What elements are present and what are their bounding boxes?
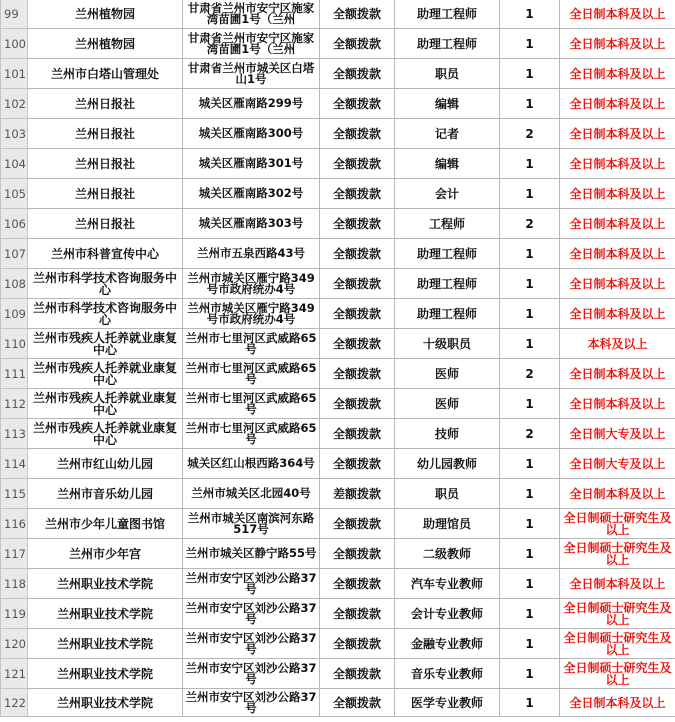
table-row	[1, 269, 675, 299]
funding-cell[interactable]: 全额拨款	[320, 509, 395, 539]
requirement-cell[interactable]: 全日制本科及以上	[560, 0, 675, 29]
unit-cell[interactable]: 兰州日报社	[28, 119, 183, 149]
unit-cell[interactable]: 兰州植物园	[28, 0, 183, 29]
position-cell[interactable]: 职员	[395, 59, 500, 89]
position-cell[interactable]: 记者	[395, 119, 500, 149]
position-cell[interactable]: 编辑	[395, 89, 500, 119]
row-number[interactable]: 104	[1, 149, 28, 179]
funding-cell[interactable]: 全额拨款	[320, 299, 395, 329]
table-row	[1, 419, 675, 449]
count-cell[interactable]: 2	[500, 119, 560, 149]
count-cell[interactable]: 1	[500, 629, 560, 659]
row-number[interactable]: 117	[1, 539, 28, 569]
count-cell[interactable]: 1	[500, 509, 560, 539]
position-cell[interactable]: 助理工程师	[395, 0, 500, 29]
table-row	[1, 359, 675, 389]
count-cell[interactable]: 1	[500, 569, 560, 599]
row-number[interactable]: 122	[1, 689, 28, 717]
unit-cell[interactable]: 兰州职业技术学院	[28, 569, 183, 599]
unit-cell[interactable]: 兰州市少年宫	[28, 539, 183, 569]
row-number[interactable]: 108	[1, 269, 28, 299]
row-number[interactable]: 111	[1, 359, 28, 389]
funding-cell[interactable]: 全额拨款	[320, 0, 395, 29]
row-number[interactable]: 107	[1, 239, 28, 269]
funding-cell[interactable]: 全额拨款	[320, 89, 395, 119]
address-cell[interactable]: 城关区红山根西路364号	[183, 449, 320, 479]
row-number[interactable]: 112	[1, 389, 28, 419]
table-row	[1, 59, 675, 89]
address-cell[interactable]: 兰州市城关区静宁路55号	[183, 539, 320, 569]
table-row	[1, 479, 675, 509]
funding-cell[interactable]: 全额拨款	[320, 329, 395, 359]
table-row	[1, 569, 675, 599]
requirement-cell[interactable]: 全日制本科及以上	[560, 299, 675, 329]
position-cell[interactable]: 工程师	[395, 209, 500, 239]
funding-cell[interactable]: 全额拨款	[320, 209, 395, 239]
funding-cell[interactable]: 全额拨款	[320, 149, 395, 179]
funding-cell[interactable]: 全额拨款	[320, 599, 395, 629]
position-cell[interactable]: 助理工程师	[395, 239, 500, 269]
table-row	[1, 689, 675, 717]
funding-cell[interactable]: 全额拨款	[320, 119, 395, 149]
position-cell[interactable]: 助理工程师	[395, 29, 500, 59]
unit-cell[interactable]: 兰州日报社	[28, 89, 183, 119]
position-cell[interactable]: 助理工程师	[395, 269, 500, 299]
funding-cell[interactable]: 全额拨款	[320, 659, 395, 689]
count-cell[interactable]: 1	[500, 59, 560, 89]
unit-cell[interactable]: 兰州市红山幼儿园	[28, 449, 183, 479]
position-cell[interactable]: 十级职员	[395, 329, 500, 359]
address-cell[interactable]: 兰州市城关区雁宁路349号市政府统办4号	[183, 269, 320, 299]
count-cell[interactable]: 1	[500, 479, 560, 509]
row-number[interactable]: 119	[1, 599, 28, 629]
position-cell[interactable]: 助理工程师	[395, 299, 500, 329]
funding-cell[interactable]: 差额拨款	[320, 479, 395, 509]
table-row	[1, 119, 675, 149]
requirement-cell[interactable]: 全日制硕士研究生及以上	[560, 539, 675, 569]
position-cell[interactable]: 幼儿园教师	[395, 449, 500, 479]
row-number[interactable]: 109	[1, 299, 28, 329]
funding-cell[interactable]: 全额拨款	[320, 569, 395, 599]
requirement-cell[interactable]: 全日制本科及以上	[560, 239, 675, 269]
table-row	[1, 179, 675, 209]
row-number[interactable]: 110	[1, 329, 28, 359]
address-cell[interactable]: 兰州市安宁区刘沙公路37号	[183, 569, 320, 599]
position-cell[interactable]: 医学专业教师	[395, 689, 500, 717]
table-row	[1, 89, 675, 119]
count-cell[interactable]: 1	[500, 0, 560, 29]
requirement-cell[interactable]: 全日制本科及以上	[560, 689, 675, 717]
row-number[interactable]: 100	[1, 29, 28, 59]
row-number[interactable]: 106	[1, 209, 28, 239]
row-number[interactable]: 99	[1, 0, 28, 29]
requirement-cell[interactable]: 全日制大专及以上	[560, 449, 675, 479]
unit-cell[interactable]: 兰州市残疾人托养就业康复中心	[28, 419, 183, 449]
position-cell[interactable]: 会计专业教师	[395, 599, 500, 629]
count-cell[interactable]: 1	[500, 329, 560, 359]
requirement-cell[interactable]: 全日制本科及以上	[560, 209, 675, 239]
position-cell[interactable]: 医师	[395, 389, 500, 419]
address-cell[interactable]: 甘肃省兰州市城关区白塔山1号	[183, 59, 320, 89]
requirement-cell[interactable]: 全日制本科及以上	[560, 59, 675, 89]
row-number[interactable]: 103	[1, 119, 28, 149]
unit-cell[interactable]: 兰州市少年儿童图书馆	[28, 509, 183, 539]
count-cell[interactable]: 1	[500, 149, 560, 179]
table-row	[1, 209, 675, 239]
unit-cell[interactable]: 兰州植物园	[28, 29, 183, 59]
row-number[interactable]: 116	[1, 509, 28, 539]
requirement-cell[interactable]: 全日制本科及以上	[560, 479, 675, 509]
table-row	[1, 389, 675, 419]
funding-cell[interactable]: 全额拨款	[320, 359, 395, 389]
table-row	[1, 329, 675, 359]
position-cell[interactable]: 二级教师	[395, 539, 500, 569]
requirement-cell[interactable]: 全日制硕士研究生及以上	[560, 629, 675, 659]
table-row	[1, 629, 675, 659]
spreadsheet-body	[1, 0, 675, 717]
table-row	[1, 0, 675, 29]
table-row	[1, 509, 675, 539]
address-cell[interactable]: 甘肃省兰州市安宁区施家湾苗圃1号（兰州	[183, 0, 320, 29]
address-cell[interactable]: 兰州市七里河区武威路65号	[183, 359, 320, 389]
count-cell[interactable]: 1	[500, 299, 560, 329]
address-cell[interactable]: 兰州市七里河区武威路65号	[183, 389, 320, 419]
unit-cell[interactable]: 兰州日报社	[28, 179, 183, 209]
address-cell[interactable]: 兰州市城关区南滨河东路517号	[183, 509, 320, 539]
table-row	[1, 239, 675, 269]
funding-cell[interactable]: 全额拨款	[320, 239, 395, 269]
requirement-cell[interactable]: 全日制本科及以上	[560, 29, 675, 59]
position-cell[interactable]: 职员	[395, 479, 500, 509]
funding-cell[interactable]: 全额拨款	[320, 629, 395, 659]
count-cell[interactable]: 1	[500, 389, 560, 419]
address-cell[interactable]: 兰州市城关区北园40号	[183, 479, 320, 509]
table-row	[1, 539, 675, 569]
address-cell[interactable]: 兰州市七里河区武威路65号	[183, 419, 320, 449]
funding-cell[interactable]: 全额拨款	[320, 539, 395, 569]
requirement-cell[interactable]: 全日制本科及以上	[560, 389, 675, 419]
table-row	[1, 29, 675, 59]
count-cell[interactable]: 1	[500, 269, 560, 299]
requirement-cell[interactable]: 全日制本科及以上	[560, 149, 675, 179]
unit-cell[interactable]: 兰州市科普宣传中心	[28, 239, 183, 269]
address-cell[interactable]: 兰州市安宁区刘沙公路37号	[183, 689, 320, 717]
requirement-cell[interactable]: 全日制硕士研究生及以上	[560, 509, 675, 539]
requirement-cell[interactable]: 全日制本科及以上	[560, 119, 675, 149]
position-cell[interactable]: 金融专业教师	[395, 629, 500, 659]
unit-cell[interactable]: 兰州市残疾人托养就业康复中心	[28, 359, 183, 389]
unit-cell[interactable]: 兰州市音乐幼儿园	[28, 479, 183, 509]
position-cell[interactable]: 会计	[395, 179, 500, 209]
position-cell[interactable]: 助理馆员	[395, 509, 500, 539]
row-number[interactable]: 101	[1, 59, 28, 89]
unit-cell[interactable]: 兰州市科学技术咨询服务中心	[28, 299, 183, 329]
address-cell[interactable]: 兰州市城关区雁宁路349号市政府统办4号	[183, 299, 320, 329]
position-cell[interactable]: 医师	[395, 359, 500, 389]
unit-cell[interactable]: 兰州职业技术学院	[28, 659, 183, 689]
count-cell[interactable]: 1	[500, 29, 560, 59]
address-cell[interactable]: 城关区雁南路302号	[183, 179, 320, 209]
funding-cell[interactable]: 全额拨款	[320, 689, 395, 717]
row-number[interactable]: 114	[1, 449, 28, 479]
count-cell[interactable]: 2	[500, 419, 560, 449]
funding-cell[interactable]: 全额拨款	[320, 419, 395, 449]
address-cell[interactable]: 兰州市安宁区刘沙公路37号	[183, 599, 320, 629]
row-number[interactable]: 118	[1, 569, 28, 599]
table-row	[1, 659, 675, 689]
funding-cell[interactable]: 全额拨款	[320, 29, 395, 59]
requirement-cell[interactable]: 全日制本科及以上	[560, 89, 675, 119]
unit-cell[interactable]: 兰州市残疾人托养就业康复中心	[28, 389, 183, 419]
row-number[interactable]: 105	[1, 179, 28, 209]
funding-cell[interactable]: 全额拨款	[320, 389, 395, 419]
count-cell[interactable]: 1	[500, 599, 560, 629]
address-cell[interactable]: 兰州市安宁区刘沙公路37号	[183, 629, 320, 659]
address-cell[interactable]: 兰州市七里河区武威路65号	[183, 329, 320, 359]
position-cell[interactable]: 技师	[395, 419, 500, 449]
row-number[interactable]: 115	[1, 479, 28, 509]
unit-cell[interactable]: 兰州职业技术学院	[28, 689, 183, 717]
table-row	[1, 449, 675, 479]
requirement-cell[interactable]: 全日制本科及以上	[560, 269, 675, 299]
requirement-cell[interactable]: 全日制大专及以上	[560, 419, 675, 449]
count-cell[interactable]: 1	[500, 89, 560, 119]
funding-cell[interactable]: 全额拨款	[320, 449, 395, 479]
address-cell[interactable]: 城关区雁南路303号	[183, 209, 320, 239]
count-cell[interactable]: 1	[500, 659, 560, 689]
position-cell[interactable]: 音乐专业教师	[395, 659, 500, 689]
count-cell[interactable]: 1	[500, 449, 560, 479]
address-cell[interactable]: 兰州市五泉西路43号	[183, 239, 320, 269]
unit-cell[interactable]: 兰州日报社	[28, 209, 183, 239]
requirement-cell[interactable]: 全日制本科及以上	[560, 179, 675, 209]
position-cell[interactable]: 汽车专业教师	[395, 569, 500, 599]
address-cell[interactable]: 甘肃省兰州市安宁区施家湾苗圃1号（兰州	[183, 29, 320, 59]
count-cell[interactable]: 1	[500, 179, 560, 209]
unit-cell[interactable]: 兰州市残疾人托养就业康复中心	[28, 329, 183, 359]
row-number[interactable]: 113	[1, 419, 28, 449]
count-cell[interactable]: 2	[500, 209, 560, 239]
unit-cell[interactable]: 兰州日报社	[28, 149, 183, 179]
table-row	[1, 599, 675, 629]
row-number[interactable]: 121	[1, 659, 28, 689]
funding-cell[interactable]: 全额拨款	[320, 179, 395, 209]
table-row	[1, 299, 675, 329]
address-cell[interactable]: 城关区雁南路301号	[183, 149, 320, 179]
requirement-cell[interactable]: 本科及以上	[560, 329, 675, 359]
requirement-cell[interactable]: 全日制硕士研究生及以上	[560, 599, 675, 629]
unit-cell[interactable]: 兰州市白塔山管理处	[28, 59, 183, 89]
requirement-cell[interactable]: 全日制硕士研究生及以上	[560, 659, 675, 689]
address-cell[interactable]: 兰州市安宁区刘沙公路37号	[183, 659, 320, 689]
row-number[interactable]: 120	[1, 629, 28, 659]
requirement-cell[interactable]: 全日制本科及以上	[560, 569, 675, 599]
table-row	[1, 149, 675, 179]
funding-cell[interactable]: 全额拨款	[320, 59, 395, 89]
address-cell[interactable]: 城关区雁南路300号	[183, 119, 320, 149]
count-cell[interactable]: 2	[500, 359, 560, 389]
row-number[interactable]: 102	[1, 89, 28, 119]
requirement-cell[interactable]: 全日制本科及以上	[560, 359, 675, 389]
unit-cell[interactable]: 兰州市科学技术咨询服务中心	[28, 269, 183, 299]
unit-cell[interactable]: 兰州职业技术学院	[28, 629, 183, 659]
count-cell[interactable]: 1	[500, 539, 560, 569]
position-cell[interactable]: 编辑	[395, 149, 500, 179]
funding-cell[interactable]: 全额拨款	[320, 269, 395, 299]
count-cell[interactable]: 1	[500, 689, 560, 717]
count-cell[interactable]: 1	[500, 239, 560, 269]
unit-cell[interactable]: 兰州职业技术学院	[28, 599, 183, 629]
address-cell[interactable]: 城关区雁南路299号	[183, 89, 320, 119]
